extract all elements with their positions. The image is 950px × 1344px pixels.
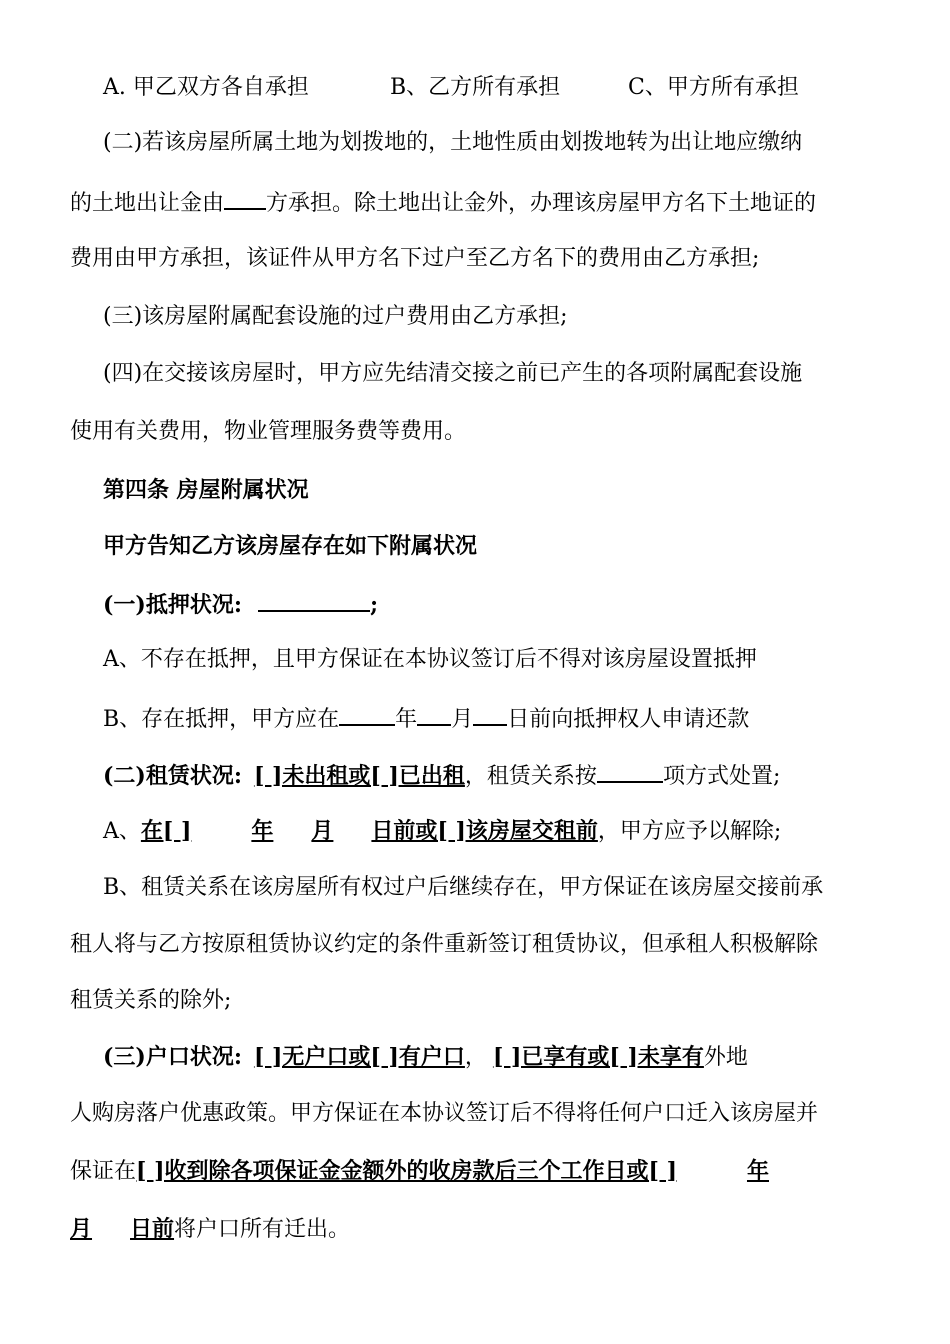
hukou-text-4-end: 将户口所有迁出。: [174, 1217, 351, 1242]
hukou-text-2: 人购房落户优惠政策。甲方保证在本协议签订后不得将任何户口迁入该房屋并: [70, 1101, 819, 1126]
lease-a-u4: 日前或[ ]该房屋交租前: [371, 818, 598, 844]
lease-a-year: 年: [251, 818, 274, 844]
mortgage-row: [103, 588, 378, 620]
mortgage-day-blank[interactable]: [473, 702, 507, 726]
clause-2-text-2: [70, 186, 816, 219]
option-a: A. 甲乙双方各自承担: [103, 75, 309, 100]
mortgage-option-b: [103, 702, 749, 735]
lease-choice[interactable]: [ ]未出租或[ ]已出租: [253, 763, 465, 789]
mortgage-label: (一)抵押状况:: [103, 592, 242, 618]
lease-row: [103, 759, 780, 792]
lease-option-a-end: ，甲方应予以解除;: [597, 819, 782, 844]
mortgage-end: ;: [369, 592, 379, 618]
option-c: C、甲方所有承担: [628, 75, 799, 100]
lease-option-a-underlined[interactable]: [141, 818, 598, 844]
clause-4-text-1: (四)在交接该房屋时，甲方应先结清交接之前已产生的各项附属配套设施: [103, 361, 803, 386]
mortgage-month-label: 月: [451, 707, 474, 732]
hukou-choice-1[interactable]: [ ]无户口或[ ]有户口: [253, 1044, 465, 1070]
mortgage-year-label: 年: [395, 707, 418, 732]
lease-a-u1: 在[ ]: [140, 818, 192, 844]
hukou-deadline-day: 日前: [130, 1216, 175, 1242]
lease-option-a: [103, 816, 781, 847]
land-fee-party-blank[interactable]: [224, 186, 266, 210]
hukou-row-4: [70, 1214, 350, 1245]
clause-3-text: (三)该房屋附属配套设施的过户费用由乙方承担;: [103, 304, 568, 329]
mortgage-option-a: A、不存在抵押，且甲方保证在本协议签订后不得对该房屋设置抵押: [103, 647, 757, 672]
mortgage-option-b-text-1: B、存在抵押，甲方应在: [103, 707, 340, 732]
hukou-deadline-choice[interactable]: [136, 1158, 769, 1184]
hukou-deadline-month: 月: [70, 1216, 93, 1242]
clause-2-text-2a: 的土地出让金由: [70, 191, 225, 216]
hukou-deadline-text: [ ]收到除各项保证金金额外的收房款后三个工作日或[ ]: [136, 1158, 677, 1184]
lease-method-blank[interactable]: [597, 759, 663, 783]
lease-end: 项方式处置;: [662, 764, 781, 789]
clause-2-text-1: (二)若该房屋所属土地为划拨地的，土地性质由划拨地转为出让地应缴纳: [103, 130, 803, 155]
hukou-tail: 外地: [703, 1045, 748, 1070]
lease-option-b-text-2: 租人将与乙方按原租赁协议约定的条件重新签订租赁协议，但承租人积极解除: [70, 932, 819, 957]
lease-option-b-text-1: B、租赁关系在该房屋所有权过户后继续存在，甲方保证在该房屋交接前承: [103, 875, 824, 900]
lease-label: (二)租赁状况:: [103, 763, 242, 789]
mortgage-month-blank[interactable]: [417, 702, 451, 726]
hukou-deadline-date[interactable]: [70, 1216, 174, 1242]
option-b: B、乙方所有承担: [390, 75, 561, 100]
lease-mid: ，租赁关系按: [464, 764, 597, 789]
mortgage-year-blank[interactable]: [339, 702, 395, 726]
hukou-row-3: [70, 1156, 769, 1187]
clause-4-text-2: 使用有关费用，物业管理服务费等费用。: [70, 419, 467, 444]
lease-option-a-prefix: A、: [103, 819, 141, 844]
lease-option-b-text-3: 租赁关系的除外;: [70, 988, 232, 1013]
hukou-text-3a: 保证在: [70, 1159, 137, 1184]
clause-2-text-3: 费用由甲方承担，该证件从甲方名下过户至乙方名下的费用由乙方承担;: [70, 246, 760, 271]
article-4-title: 第四条 房屋附属状况: [103, 477, 309, 503]
hukou-deadline-year: 年: [746, 1158, 769, 1184]
mortgage-option-b-text-2: 日前向抵押权人申请还款: [507, 707, 750, 732]
hukou-sep: ，: [464, 1045, 487, 1070]
lease-a-month: 月: [311, 818, 334, 844]
hukou-label: (三)户口状况:: [103, 1044, 242, 1070]
hukou-choice-2[interactable]: [ ]已享有或[ ]未享有: [492, 1044, 704, 1070]
clause-2-text-2b: 方承担。除土地出让金外，办理该房屋甲方名下土地证的: [266, 191, 817, 216]
hukou-row: [103, 1042, 748, 1073]
mortgage-status-blank[interactable]: [258, 588, 370, 612]
article-4-intro: 甲方告知乙方该房屋存在如下附属状况: [103, 533, 478, 559]
